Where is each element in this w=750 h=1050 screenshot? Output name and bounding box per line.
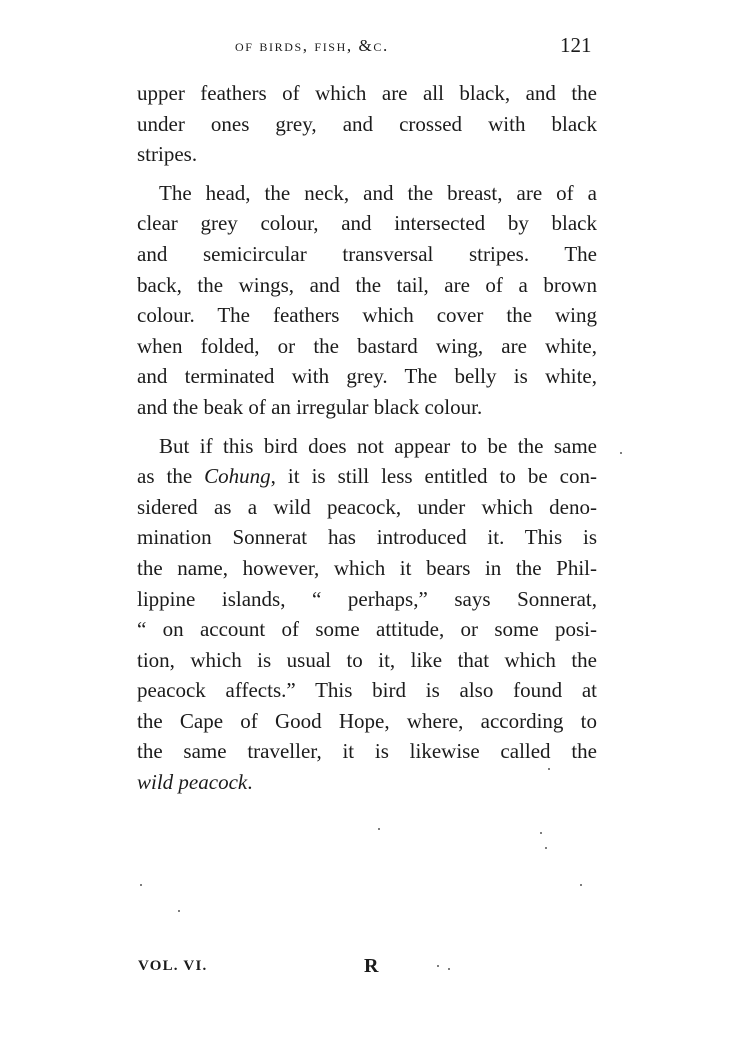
body-text — [137, 78, 597, 798]
text-line: the name, however, which it bears in the Phil- — [137, 555, 597, 580]
paper-speck — [178, 910, 180, 912]
paper-speck — [620, 452, 622, 454]
sheet-signature-letter: R — [364, 955, 379, 977]
text-line: and terminated with grey. The belly is white, — [137, 364, 597, 389]
paragraph-1 — [137, 78, 597, 170]
paragraph-gap — [137, 423, 597, 431]
text-line: and the beak of an irregular black colour. — [137, 394, 483, 419]
paper-speck — [448, 968, 450, 970]
text-line: when folded, or the bastard wing, are white, — [137, 333, 597, 358]
paper-speck — [548, 768, 550, 770]
text-line — [137, 461, 597, 492]
volume-signature: VOL. VI. — [138, 958, 208, 974]
paragraph-gap — [137, 170, 597, 178]
page-number: 121 — [560, 33, 592, 57]
text-line: the Cape of Good Hope, where, according to — [137, 708, 597, 733]
text-line: tion, which is usual to it, like that which the — [137, 647, 597, 672]
text-line: But if this bird does not appear to be the same — [159, 433, 597, 458]
text-line: back, the wings, and the tail, are of a brown — [137, 272, 597, 297]
italic-phrase: wild peacock — [137, 770, 248, 795]
paper-speck — [378, 828, 380, 830]
text-line: upper feathers of which are all black, and the — [137, 81, 597, 105]
paper-speck — [580, 884, 582, 886]
paragraph-2 — [137, 178, 597, 423]
text-line: stripes. — [137, 142, 198, 167]
text-line: peacock affects.” This bird is also found at — [137, 678, 597, 703]
text-run: . — [247, 770, 253, 795]
text-run: , it is still less entitled to be con- — [270, 464, 597, 489]
text-line: under ones grey, and crossed with black — [137, 111, 597, 136]
text-line: the same traveller, it is likewise called the — [137, 739, 597, 764]
paper-speck — [540, 832, 542, 834]
paper-speck — [140, 884, 142, 886]
text-line: lippine islands, “ perhaps,” says Sonnerat, — [137, 586, 597, 611]
running-head: of birds, fish, &c. — [235, 36, 389, 55]
text-line: clear grey colour, and intersected by black — [137, 211, 597, 236]
text-line: and semicircular transversal stripes. The — [137, 241, 597, 266]
text-line: The head, the neck, and the breast, are of a — [159, 180, 597, 205]
italic-name: Cohung — [204, 464, 271, 489]
paper-speck — [437, 965, 439, 967]
text-line: “ on account of some attitude, or some posi- — [137, 617, 597, 642]
text-line: sidered as a wild peacock, under which deno- — [137, 494, 597, 519]
text-line — [137, 767, 597, 798]
text-line: colour. The feathers which cover the wing — [137, 303, 597, 328]
text-line: mination Sonnerat has introduced it. This is — [137, 525, 597, 550]
paper-speck — [545, 847, 547, 849]
text-run: as the — [137, 464, 205, 489]
paragraph-3 — [137, 431, 597, 798]
